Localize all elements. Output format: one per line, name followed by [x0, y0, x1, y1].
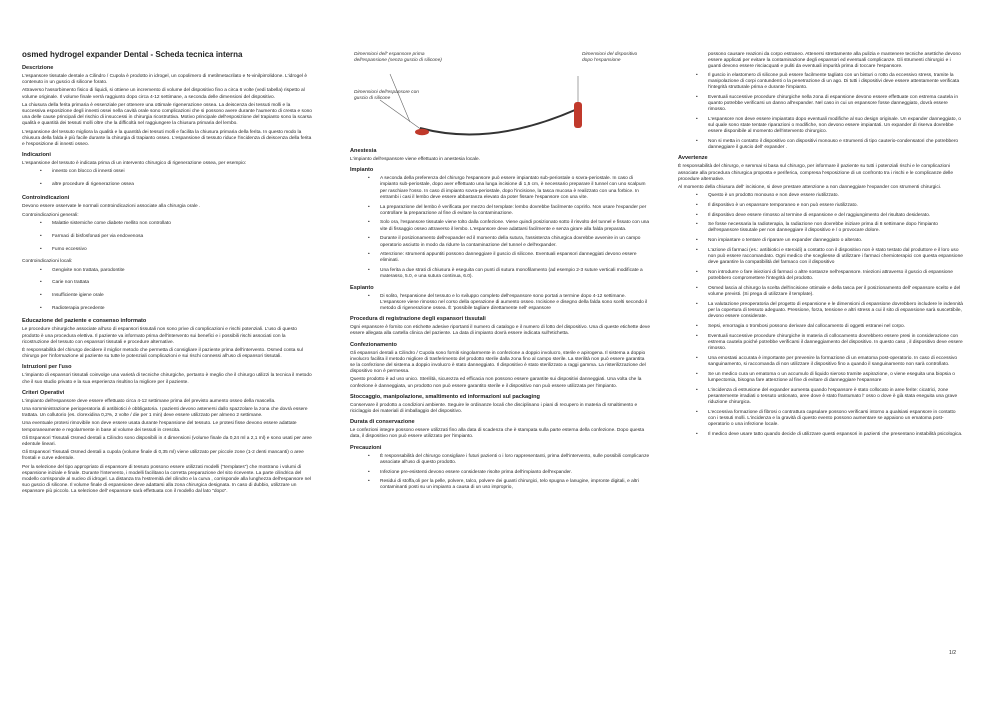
list-item: • La valutazione preoperatoria del progetto di espansione e le dimensioni di espansione dovrebbero includere le indennità per la copertura di tessuto adeguato. Pressione, forza, tensione e altri stress a cui il sito di espansione sarà suscettibile, devono essere considerate.: [696, 302, 963, 321]
heading-educazione: Educazione del paziente e consenso informato: [22, 318, 147, 325]
list-item: • innesto con blocco di innesti ossei: [40, 169, 312, 175]
paragraph: La chiusura della ferita primaria è essenziale per ottenere una ottimale rigenerazione ossea. La deiscenza dei tessuti molli e la successiva esposizione degli innesti ossei nella cavità orale sono complicazioni che si possono avere durante l'aumento di cresta e sono una delle cause principali del rischio di insuccessi in chirurgia ricostruttiva. Motivo principale dell'esposizione del trapianto sono la scarsa qualità e quantità dei tessuti molli oltre che la difficoltà nel raggiungere la chiusura primaria del lembo.: [22, 102, 312, 127]
list-item: • Attenzione: strumenti appuntiti possono danneggiare il guscio di silicone. Eventuali espansori danneggiati devono essere eliminati.: [368, 252, 650, 264]
paragraph: Gli espansori dentali a Cilindro / Cupola sono forniti singolarmente in confezione a doppio involucro, sterile e apirogena. Il sistema a doppio involucro facilita il metodo migliore di trasferimento del prodotto sterile dalla zona fino al campo sterile. La sterilità non può essere garantita se la confezione del sistema a doppio involucro è stato danneggiato. Il dispositivo è stato sterilizzato a raggi gamma. La risterilizzazione del dispositivo non è permessa.: [350, 350, 646, 375]
paragraph-continued: possono causare reazioni da corpo estraneo. Attenersi strettamente alla pulizia e mantenere tecniche asettiche devono essere applicati per evitare la contaminazione degli espansori ed eventuali complicanze. Gli strumenti chirurgici e i guanti devono essere risciacquati e puliti da eventuali impurità prima di toccare l'espansore.: [708, 52, 961, 70]
heading-espianto: Espianto: [350, 284, 374, 291]
paragraph: L'impianto dell'espansore deve essere effettuato circa 4-12 settimane prima del previsto aumento osseo della mascella.: [22, 398, 276, 404]
page-number: 1/2: [949, 650, 956, 656]
list-item: • Il dispositivo deve essere rimosso al termine di espansione e del raggiungimento del risultato desiderato.: [696, 213, 963, 219]
column-left: [22, 50, 312, 498]
heading-criteri: Criteri Operativi: [22, 389, 65, 396]
list-item: • Farmaci di bisfosfonati per via endovenosa: [40, 234, 312, 240]
list-item: • Gengivite non trattata, parodontite: [40, 268, 312, 274]
expander-after-shape: [574, 102, 582, 128]
paragraph: Gli Espansori Tissutali Osmed dentali a cupola (volume finale di 0,35 ml) viene utilizzato per piccole zone (1-2 denti mancanti) o aree frontali e curve edentule.: [22, 450, 304, 462]
list-precauzioni-continued: [678, 73, 963, 152]
list-item: • L'azione di farmaci (es.: antibiotici e steroidi) a contatto con il dispositivo non è stato testato dal produttore e il loro uso non può essere raccomandato. Ogni medico che scegliesse di utilizzare i farmaci chemioterapici con questa espansione deve garantire la compatibilità del farmaco con il dispositivo: [696, 248, 963, 267]
heading-conservazione: Durata di conservazione: [350, 419, 415, 426]
heading-avvertenze: Avvertenze: [678, 155, 708, 162]
paragraph: Per la selezione del tipo appropriato di espansore di tessuto possono essere utilizzati modelli ("templates") che mostrano i volumi di espansione iniziale e finale. Durante l'intervento, i modelli facilitano la corretta preparazione del sito ricevente. La parte cilindrica del modello corrisponde al nucleo di idrogel. La distanza tra l'estremità del cilindro e la curva , corrisponde alla lunghezza dell'espansore nel suo guscio di silicone. Il volume finale di espansione deve adattarsi alla zona chirurgica designata. In caso di dubbio, utilizzare un espansore più piccolo. La selezione dell' espansore sarà effettuata con il modello dal lato "dopo".: [22, 464, 312, 495]
expander-figure: [350, 52, 650, 144]
heading-anestesia: Anestesia: [350, 148, 377, 154]
list-item: • Osmed lascia al chirurgo la scelta dell'incisione ottimale e della tasca per il posizionamento dell' espansore scelto e del volume previsti. (Si prega di utilizzare il template).: [696, 286, 963, 298]
heading-impianto: Impianto: [350, 167, 374, 174]
paragraph: Una somministrazione perioperatoria di antibiotici è obbligatoria. I pazienti devono astenersi dallo spazzolare la zona che dovrà essere trattata. Un collutorio (es. clorexidina 0,2%, 2 volte / die per 1 min) deve essere utilizzato per almeno 2 settimane.: [22, 407, 308, 419]
paragraph: È responsabilità del chirurgo, e semmai si basa sul chirurgo, per informare il paziente su tutti i potenziali rischi e le complicazioni associate alla procedura chirurgica proposta e periferica, compresa l'esposizione di un confronto tra i rischi e le complicanze delle procedure alternative.: [678, 164, 954, 182]
paragraph: L'espansione del tessuto è indicata prima di un intervento chirurgico di rigenerazione ossea, per esempio:: [22, 161, 247, 167]
list-item: • Residui di stoffa,oli per la pelle, polvere, talco, polvere dei guanti chirurgici, telo spugna e lanugine, impronte digitali, e altri contaminanti posti su un impianto a causa di un uso improprio,: [368, 479, 650, 491]
list-item: • Se un medico cura un ematoma o un accumulo di liquido sieroso tramite aspirazione, o viene eseguita una biopsia o lumpectomia, bisogna fare attenzione al fine di evitare di danneggiare l'espansore: [696, 372, 963, 384]
list-item: • La preparazione del lembo è verificata per mezzo del template: lembo dovrebbe facilmente coprirlo. Non usare l'expander per controllare la preparazione al fine di evitare la contaminazione.: [368, 205, 650, 217]
paragraph: Conservare il prodotto a condizioni ambiente. Seguire le ordinanze locali che disciplinano i piani di recupero in materia di smaltimento e riciclaggio dei materiali di imballaggio del dispositivo.: [350, 402, 638, 414]
paragraph: Attraverso l'assorbimento fisico di liquidi, si ottiene un incremento di volume del dispositivo fino a circa 6 volte (vedi tabella) rispetto al volume originale. Il volume finale verrà raggiunto dopo circa 4-12 settimane, a seconda delle dimensioni del dispositivo.: [22, 88, 305, 100]
figure-label-before: Dimensioni dell' espansore prima dell'espansione (senza guscio di silicone): [354, 52, 442, 63]
list-item: • Durante il posizionamento dell'expander ed il momento della sutura, l'assistenza chirurgica dovrebbe avvenire in un campo operatorio asciutto in modo da ridurre la contaminazione del tunnel e dell'expander.: [368, 236, 650, 248]
column-middle: [350, 52, 650, 495]
list-local: [22, 268, 312, 312]
list-avvertenze: [678, 193, 963, 438]
paragraph: Una eventuale protesi rimovibile non deve essere usata durante l'espansione del tessuto. Le protesi fisse devono essere adattate temporaneamente e regolarmente in base al volume dei tessuti in crescita.: [22, 421, 297, 433]
list-item: • Non si metta in contatto il dispositivo con dispositivi monouso e strumenti di tipo cauterio-condensatori che potrebbero danneggiare il guscio dell' expander .: [696, 139, 963, 151]
sublabel: Controindicazioni locali:: [22, 259, 73, 265]
list-item: • Se fosse necessaria la radioterapia, la radiazione non dovrebbe iniziare prima di 8 settimane dopo l'impianto dell'espansore tissutale per non danneggiare il dispositivo e / o provocare dolore.: [696, 222, 963, 234]
sublabel: Controindicazioni generali:: [22, 213, 79, 219]
list-item: • L'incidenza di estrusione del expander aumenta quando l'espansore è stato collocato in aree ferite: cicatrici, zone pesantemente irradiati o tessuto ustionato, aree dove è stato frantumato l' osso o dove è già stata eseguita una grave riduzione chirurgica.: [696, 388, 963, 407]
heading-stoccaggio: Stoccaggio, manipolazione, smaltimento ed informazioni sul packaging: [350, 393, 540, 400]
list-item: • Questo è un prodotto monouso e non deve essere riutilizzato.: [696, 193, 963, 199]
list-espianto: [350, 294, 650, 313]
list-item: • Infezione pre-esistenti devono essere considerate risolte prima dell'impianto dell'expander.: [368, 470, 650, 476]
page-title: osmed hydrogel expander Dental - Scheda tecnica interna: [22, 50, 243, 59]
heading-controindicazioni: Controindicazioni: [22, 194, 70, 201]
paragraph: L'impianto di espansori tissutali coinvolge una varietà di tecniche chirurgiche, pertanto è meglio che il chirurgo utilizzi la tecnica il metodo che il suo studio privato e la sua esperienza risultino la migliore per il paziente.: [22, 373, 312, 385]
list-item: • È responsabilità del chirurgo consigliare i futuri pazienti o i loro rappresentanti, prima dell'intervento, sulle possibili complicanze associate all'uso di questo prodotto.: [368, 454, 650, 466]
paragraph: L'espansore tissutale dentale a Cilindro / Cupola è prodotto in idrogel, un copolimero di metilmetacrilato e N-vinilpirrolidone. L'idrogel è contenuto in un guscio di silicone forato.: [22, 74, 308, 86]
paragraph: Le procedure chirurgiche associate all'uso di espansori tissutali non sono prive di complicazioni e rischi potenziali. L'uso di questo prodotto è una procedura elettiva. Il paziente va informato prima dell'intervento sui benefici e i possibili rischi associati con la ricostruzione del tessuto con espansori tissutali e procedure alternative.: [22, 327, 297, 345]
heading-istruzioni: Istruzioni per l'uso: [22, 364, 72, 371]
callout-line: [380, 100, 422, 130]
list-item: • altre procedure di rigenerazione ossea: [40, 182, 312, 188]
paragraph: L'impianto dell'espansore viene effettuato in anestesia locale.: [350, 157, 481, 162]
list-item: • Non introdurre o fare iniezioni di farmaci o altre sostanze nell'espansore. Iniezioni attraverso il guscio di espansione potrebbero compromettere l'integrità del prodotto.: [696, 270, 963, 282]
paragraph: Ogni espansore è fornito con etichette adesive riportanti il numero di catalogo e il numero di lotto del dispositivo. Una di queste etichette deve essere allegata alla cartella clinica del paziente. La data di impianto dovrà essere indicata sull'etichetta.: [350, 325, 650, 337]
heading-precauzioni: Precauzioni: [350, 444, 382, 451]
list-item: • Eventuali successive procedure chirurgiche nella zona di espansione devono essere effettuate con estrema cautela in quanto potrebbe verificarsi un danno all'expander. Nel caso in cui un espansore fosse danneggiato, dovrà essere rimosso.: [696, 95, 963, 114]
expander-before-shape: [415, 129, 429, 135]
list-precauzioni: [350, 454, 650, 492]
paragraph: Al momento della chiusura dell' incisione, si deve prestare attenzione a non danneggiare l'expander con strumenti chirurgici.: [678, 184, 942, 190]
paragraph: È responsabilità del chirurgo decidere il miglior metodo che permetta di consigliare il paziente prima dell'intervento. Osmed conta sul chirurgo per l'informazione al paziente su tutte le potenziali complicazioni e sui rischi connessi all'uso di espansori tissutali.: [22, 347, 303, 360]
paragraph: Devono essere osservate le normali controindicazioni associate alla chirurgia orale .: [22, 203, 201, 209]
list-item: • Carie non trattata: [40, 280, 312, 286]
list-item: • Solo ora, l'espansore tissutale viene tolto dalla confezione. Viene quindi posizionato sotto il risvolto del tunnel e fissato con una vite di fissaggio osseo attraverso il lembo. L'espansore deve adattarsi facilmente e senza girare alla falda preparata.: [368, 220, 650, 232]
template-handle-shape: [420, 110, 575, 134]
list-item: • Il guscio in elastomero di silicone può essere facilmente tagliato con un bisturi o rotto da eccessivo stress, tramite la manipolazione di corpi contundenti o la penetrazione di un ago. Di tutti i dispositivi deve essere attentamente verificata l'integrità strutturale prima e durante l'impianto.: [696, 73, 963, 92]
paragraph: L'espansione del tessuto migliora la qualità e la quantità dei tessuti molli e facilita la chiusura primaria della ferita. In questo modo la chiusura della falda è più facile durante la chirurgia di trapianto osseo. L'espansione di tessuto riduce l'incidenza di deiscenza della ferita e l'esposizione di innesti osseo.: [22, 129, 312, 148]
figure-label-shell: Dimensioni dell'espansore con guscio di silicone: [354, 90, 419, 101]
list-impianto: [350, 176, 650, 280]
paragraph: Le confezioni integre possono essere utilizzati fino alla data di scadenza che è stampata sulla parte esterna della confezione. Dopo questa data, il dispositivo non può essere utilizzato per l'impianto.: [350, 428, 645, 440]
list-item: • Malattie sistemiche come diabete mellito non controllato: [40, 221, 312, 227]
list-item: • A seconda della preferenza del chirurgo l'espansore può essere impiantato sub-periostale o sovra-periostale. In caso di impianto sub-periostale, dopo aver effettuato una lunga incisione di 1,5 cm, è necessario preparare il tunnel con uno scalpum per raschiare l'osso. In caso di impianto sovra-periostale, dopo l'incisione, la tasca mucosa è realizzato con una forbice. In entrambi i casi il lembo deve essere abbastanza elevato da poter fissare l'espansore con una vite.: [368, 176, 650, 201]
list-item: • Radioterapia precedente: [40, 306, 312, 312]
figure-label-after: Dimensioni del dispositivo dopo l'espansione: [582, 52, 638, 63]
heading-descrizione: Descrizione: [22, 65, 54, 71]
list-indicazioni: [22, 169, 312, 188]
list-item: • Una ferita a due strati di chiusura è eseguita con punti di sutura monofilamento (ad esempio 2-3 suture verticali modificate a materasso, 5.0, e una sutura continua, 6.0).: [368, 268, 650, 280]
list-item: • Insufficiente igiene orale: [40, 293, 312, 299]
paragraph: Gli Espansori Tissutali Osmed dentali a Cilindro sono disponibili in 4 dimensioni (volume finale da 0,24 ml a 2,1 ml) e sono usati per aree edentule lineari.: [22, 435, 312, 448]
list-item: • Eventuali successive procedure chirurgiche in materia di collocamento dovrebbero essere presi in considerazione con estrema cautela poiché potrebbe verificarsi il danneggiamento del dispositivo. In questo caso , il dispositivo deve essere rimosso.: [696, 334, 963, 353]
list-item: • L'eccessiva formazione di fibrosi o contrattura capsulare possono verificarsi intorno a qualsiasi espansore in contatto con i tessuti molli. L'incidenza e la gravità di questo evento possono aumentare se appaiono un ematoma post-operatorio o una infezione locale.: [696, 410, 963, 429]
list-item: • Una emostasi accurata è importante per prevenire la formazione di un ematoma post-operatorio. In caso di eccessivo sanguinamento, si raccomanda di non utilizzare il dispositivo fino a quando il sanguinamento non sarà controllato.: [696, 356, 963, 368]
paragraph: Questo prodotto è ad uso unico. Sterilità, sicurezza ed efficacia non possono essere garantite sui dispositivi danneggiati. Una volta che la confezione è danneggiata, un prodotto non può essere garantito sterile e il dispositivo non può essere utilizzata per l'impianto.: [350, 377, 642, 389]
column-right: [678, 52, 963, 441]
heading-indicazioni: Indicazioni: [22, 152, 51, 159]
list-general: [22, 221, 312, 253]
list-item: • Il dispositivo è un espansore temporaneo e non può essere riutilizzato.: [696, 203, 963, 209]
list-item: • Di solito, l'espansione del tessuto e lo sviluppo completo dell'espansore sono portati a termine dopo 4-12 settimane. L'espansore viene rimosso nel corso della operazione di aumento osseo. Incisione e disegno della falda sono scelti secondo il metodo di rigenerazione ossea. È 'possibile tagliare direttamente nell' espansore: [368, 294, 650, 313]
list-item: • L'espansore non deve essere impiantato dopo eventuali modifiche al suo design originale. Un expander danneggiato, o sul quale sono state tentate riparazioni o modifiche, non devono essere impiantati. Un expander di riserva dovrebbe essere disponibile al momento dell'intervento chirurgico.: [696, 117, 963, 136]
list-item: • Non impiantare o tentare di riparare un expander danneggiato o alterato.: [696, 238, 963, 244]
heading-confezionamento: Confezionamento: [350, 341, 397, 348]
list-item: • Sepsi, emorragia o trombosi possono derivare dal collocamento di oggetti estranei nel corpo.: [696, 324, 963, 330]
heading-registrazione: Procedura di registrazione degli espansori tissutali: [350, 316, 486, 323]
list-item: • Fumo eccessivo: [40, 247, 312, 253]
list-item: • Il medico deve usare tatto quando decide di utilizzare questi espansori in pazienti che presentano instabilità psicologica.: [696, 432, 963, 438]
